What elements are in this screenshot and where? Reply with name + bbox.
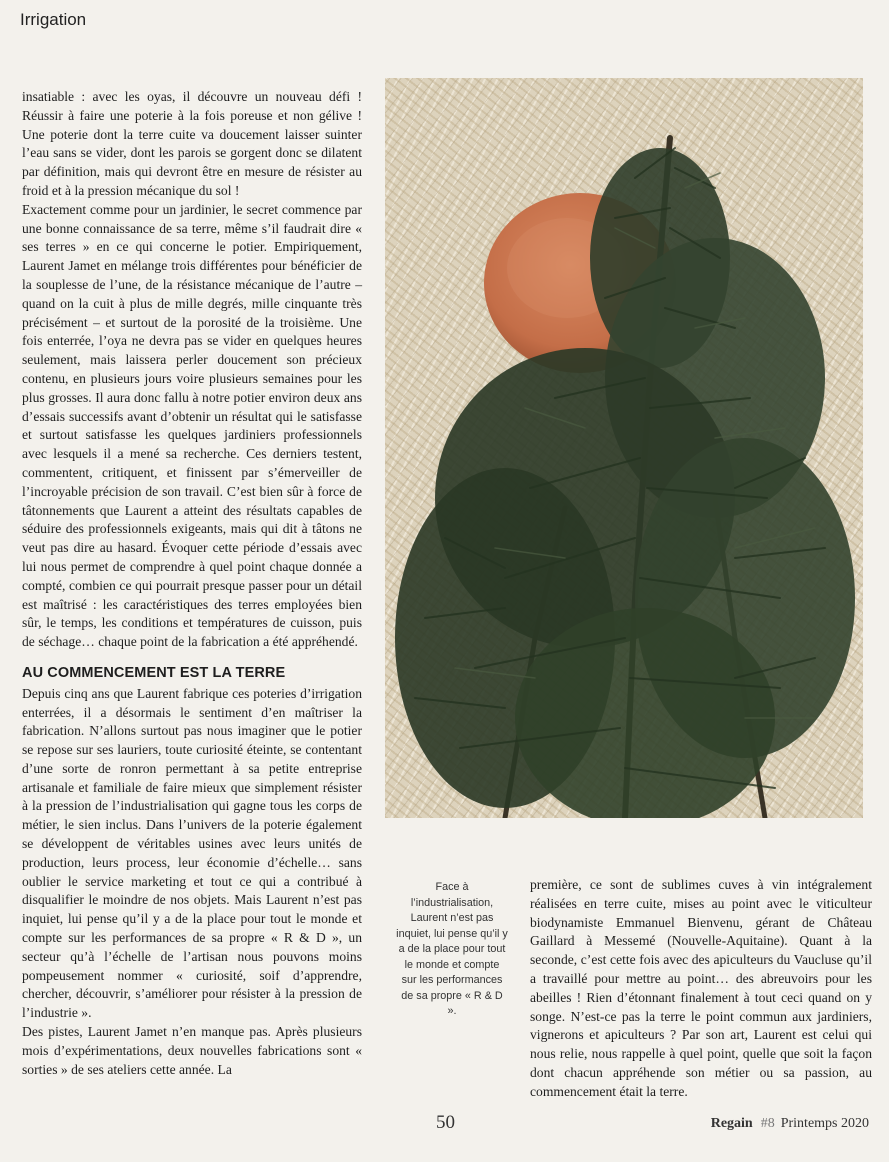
issue-number: #8	[760, 1116, 775, 1131]
issue-season: Printemps 2020	[780, 1116, 869, 1131]
article-left-column	[22, 88, 362, 1079]
article-paragraph: première, ce sont de sublimes cuves à vin intégralement réalisées en terre cuite, mises au point avec le viticulteur biodynamiste Emmanuel Bienvenu, gérant de Château Gaillard à Messemé (Nouvelle-Aquitaine). Quant à la seconde, c’est cette fois avec des apiculteurs du Vaucluse qu’il a travaillé pour mettre au point… des abreuvoirs pour les abeilles ! Rien d’étonnant finalement à tout ceci quand on y songe. N’est-ce pas la terre le point commun aux jardiniers, vignerons et apiculteurs ? Par son art, Laurent est celui qui nous relie, nous rappelle à quel point, quelle que soit la façon dont chacun appréhende son métier ou sa passion, au commencement était la terre.	[530, 877, 872, 1099]
article-paragraph: Exactement comme pour un jardinier, le secret commence par une bonne connaissance de sa terre, même s’il faudrait dire « ses terres » en ce qui concerne le potier. Empiriquement, Laurent Jamet en mélange trois différentes pour bénéficier de la souplesse de l’une, de la résistance mécanique de l’autre – quand on la cuit à plus de mille degrés, mille cinquante très précisément – et surtout de la porosité de la troisième. Une fois enterrée, l’oya ne devra pas se vider en quelques heures seulement, mais laissera perler doucement son précieux contenu, en plusieurs jours voire plusieurs semaines pour les plus grosses. Il aura donc fallu à notre potier environ deux ans d’essais successifs avant d’obtenir un résultat qui le satisfasse et surtout satisfasse les quelques jardiniers professionnels avec lesquels il a mené sa recherche. Ces derniers testent, commentent, critiquent, et finissent par s’émerveiller de l’incroyable précision de son travail. C’est bien sûr à force de tâtonnements que Laurent a atteint des résultats capables de séduire des professionnels exigeants, mais qui dit à tâtons ne veut pas dire au hasard. Évoquer cette période d’essais avec lui nous permet de comprendre à quel point chaque donnée a compté, combien ce qui pourrait presque passer pour un détail est maîtrisé : les caractéristiques des terres employées bien sûr, le temps, les conditions et températures de cuisson, puis de séchage… chaque point de la fabrication a été appréhendé.	[22, 201, 362, 650]
article-right-column	[530, 876, 872, 1102]
article-paragraph: Des pistes, Laurent Jamet n’en manque pas. Après plusieurs mois d’expérimentations, deux nouvelles fabrications sont « sorties » de ses ateliers cette année. La	[22, 1024, 362, 1077]
rosemary-photo	[385, 78, 863, 818]
magazine-footer	[711, 1116, 869, 1132]
photo-illustration	[385, 78, 863, 818]
magazine-name: Regain	[710, 1116, 753, 1131]
article-paragraph: insatiable : avec les oyas, il découvre un nouveau défi ! Réussir à faire une poterie à la fois poreuse et non gélive ! Une poterie dont la terre cuite va doucement laisser suinter l’eau sans se vider, dont les parois se gorgent donc se dilatent par définition, mais qui devront être en mesure de résister au froid et à la pression mécanique du sol !	[22, 89, 362, 198]
article-subheading: AU COMMENCEMENT EST LA TERRE	[22, 664, 286, 681]
article-paragraph: Depuis cinq ans que Laurent fabrique ces poteries d’irrigation enterrées, il a désormais le sentiment d’en maîtriser la fabrication. N’allons surtout pas nous imaginer que le potier se repose sur ses lauriers, toute curiosité éteinte, se contentant d’une sorte de ronron permettant à sa petite entreprise artisanale et familiale de faire mieux que simplement résister à la pression de l’industrialisation qui gagne tous les corps de métier, le sien inclus. Dans l’univers de la poterie également se développent de véritables usines avec leurs unités de production, leurs process, leur économie d’échelle… sans oublier le service marketing et tout ce qui a contribué à disqualifier le moindre de nos objets. Mais Laurent n’est pas inquiet, lui pense qu’il y a de la place pour tout le monde et compte sur les performances de sa propre « R & D », un secteur qu’à l’échelle de l’artisan nous pouvons moins pompeusement nommer « curiosité, soif d’apprendre, chercher, découvrir, s’améliorer pour résister à la pression de l’industrie ».	[22, 685, 362, 1021]
photo-caption: Face à l’industrialisation, Laurent n’est pas inquiet, lui pense qu’il y a de la place pour tout le monde et compte sur les performances de sa propre « R & D ».	[396, 881, 508, 1017]
page-number: 50	[436, 1112, 455, 1133]
section-title: Irrigation	[20, 10, 87, 29]
rosemary-foliage	[395, 138, 855, 818]
